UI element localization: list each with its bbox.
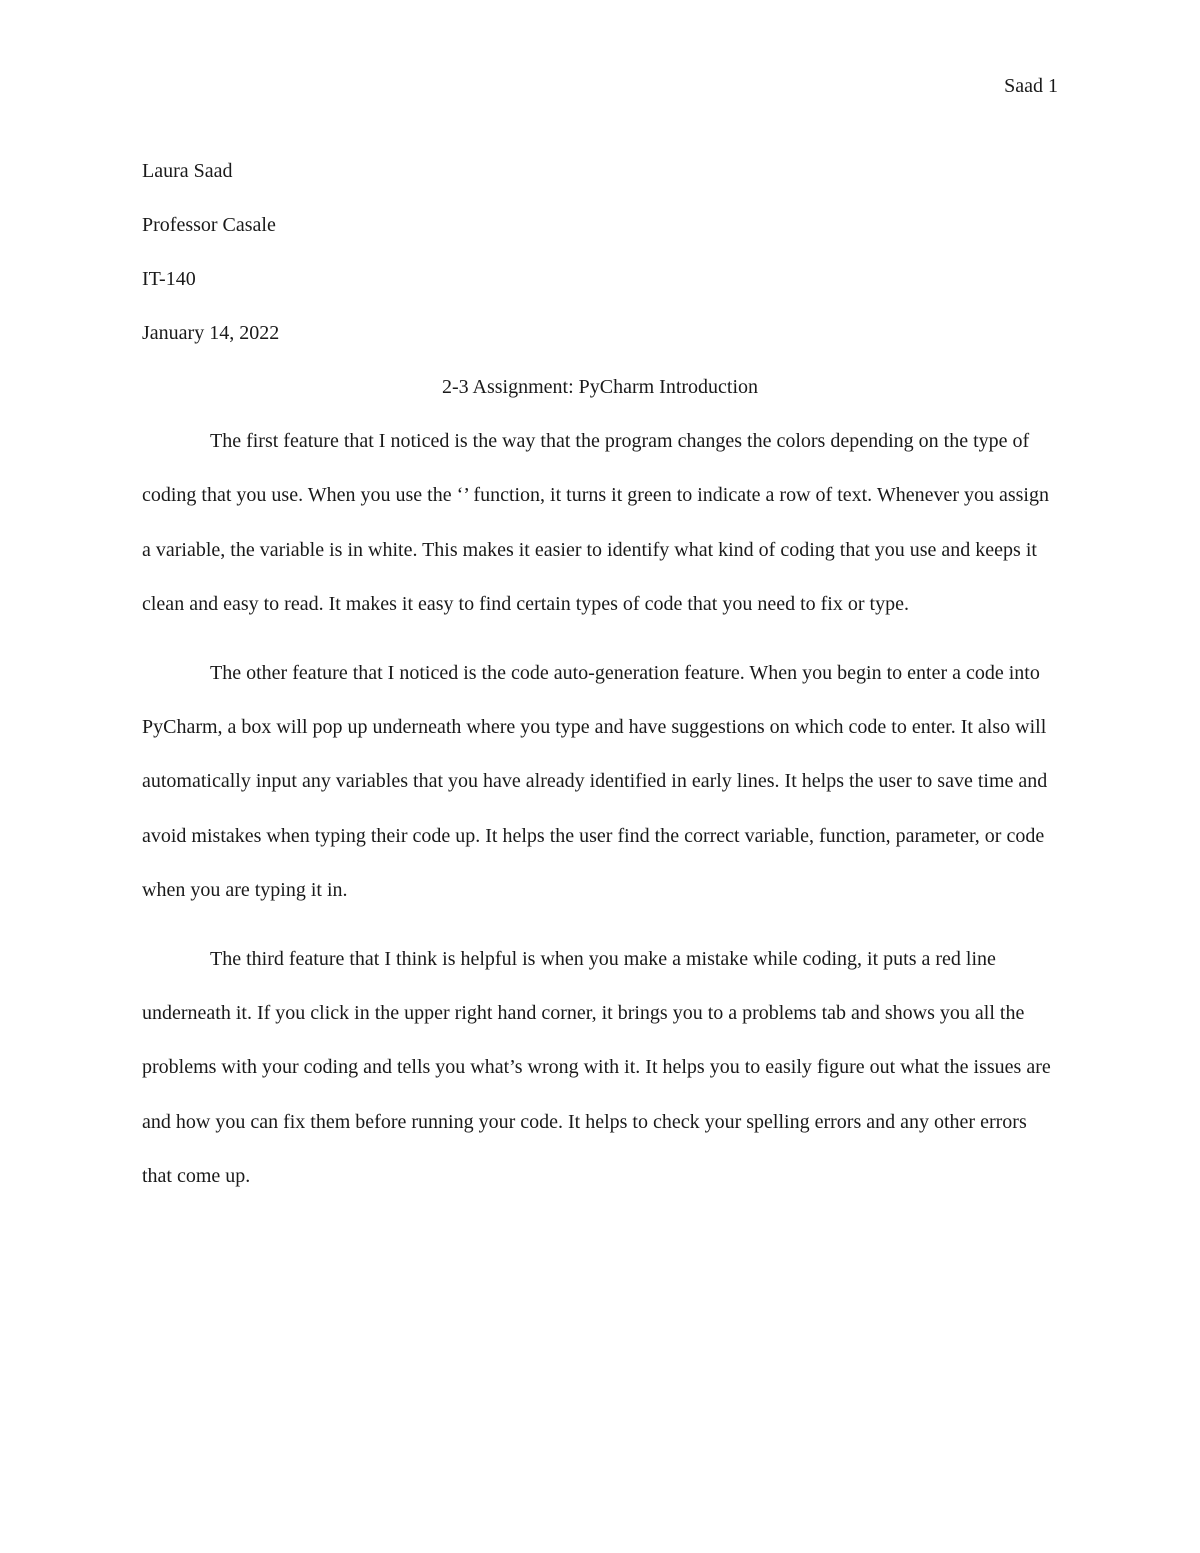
professor-name: Professor Casale [142,214,276,236]
paragraph-1: The first feature that I noticed is the way that the program changes the colors depending on the type of coding that you use. When you use the ‘’ function, it turns it green to indicate a row of text. Whenever you assign a variable, the variable is in white. This makes it easier to identify what kind of coding that you use and keeps it clean and easy to read. It makes it easy to find certain types of code that you need to fix or type. [142,430,1049,616]
course-code: IT-140 [142,268,196,290]
paragraph-2: The other feature that I noticed is the code auto-generation feature. When you begin to enter a code into PyCharm, a box will pop up underneath where you type and have suggestions on which code to enter. It also will automatically input any variables that you have already identified in early lines. It helps the user to save time and avoid mistakes when typing their code up. It helps the user find the correct variable, function, parameter, or code when you are typing it in. [142,661,1048,902]
document-title: 2-3 Assignment: PyCharm Introduction [441,376,759,398]
document-body [142,414,1058,1218]
paragraph-3: The third feature that I think is helpful is when you make a mistake while coding, it puts a red line underneath it. If you click in the upper right hand corner, it brings you to a problems tab and shows you all the problems with your coding and tells you what’s wrong with it. It helps you to easily figure out what the issues are and how you can fix them before running your code. It helps to check your spelling errors and any other errors that come up. [142,947,1051,1188]
heading-block [142,144,1058,414]
running-head: Saad 1 [1004,75,1058,97]
author-name: Laura Saad [142,160,233,182]
document-date: January 14, 2022 [142,322,280,344]
